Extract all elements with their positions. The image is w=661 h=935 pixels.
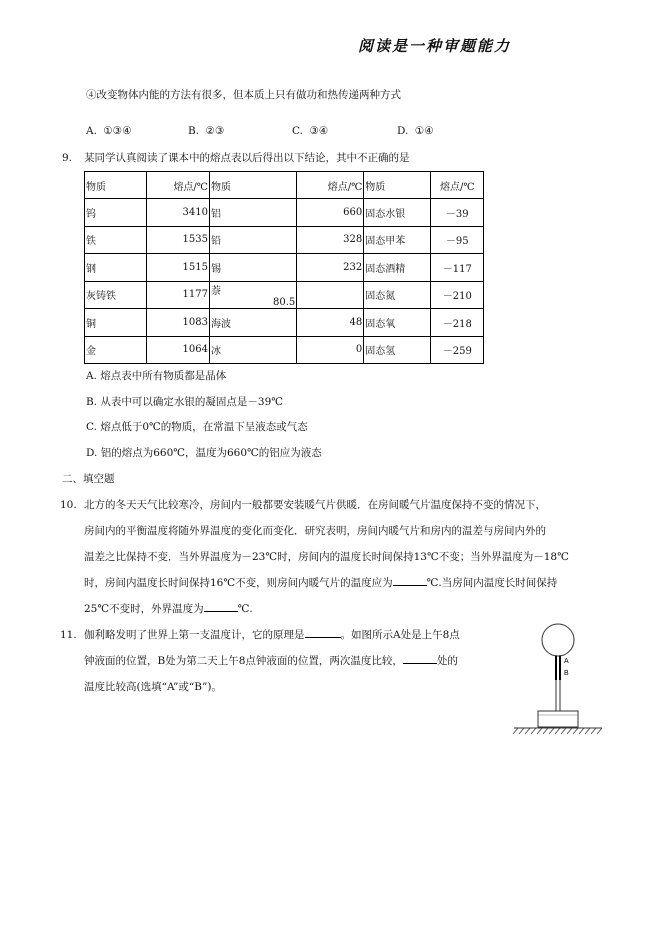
table-cell: 1083	[147, 309, 210, 337]
table-cell-value: 80.5	[273, 296, 296, 308]
table-cell: 铝	[210, 199, 297, 227]
option-text: ②③	[205, 125, 225, 137]
q10-line-4-text: 时，房间内温度长时间保持16℃不变，则房间内暖气片的温度应为	[84, 577, 393, 589]
q9-option-c: C. 熔点低于0℃的物质，在常温下呈液态或气态	[86, 421, 308, 433]
table-row	[85, 226, 484, 254]
table-cell: 48	[297, 309, 364, 337]
q9-stem: 某同学认真阅读了课本中的熔点表以后得出以下结论，其中不正确的是	[84, 152, 410, 164]
table-cell: －95	[431, 226, 484, 254]
ground-hatching	[513, 728, 602, 734]
table-cell: 海波	[210, 309, 297, 337]
q8-option-c	[292, 125, 328, 137]
q11-line-2-text: 钟液面的位置，B处为第二天上午8点钟液面的位置，两次温度比较，	[84, 655, 403, 667]
table-cell: 固态酒精	[364, 254, 431, 282]
table-cell: 固态氮	[364, 281, 431, 309]
option-letter: B.	[188, 125, 200, 137]
q10-line-3: 温差之比保持不变．当外界温度为－23℃时，房间内的温度长时间保持13℃不变；当外界温度为－18℃	[84, 551, 569, 563]
table-cell	[210, 281, 297, 309]
table-cell-text: 萘	[211, 285, 221, 297]
option-text: ③④	[309, 125, 329, 137]
q10-line-4	[84, 576, 557, 590]
table-cell: 328	[297, 226, 364, 254]
q10-line-5-tail: ℃.	[237, 603, 253, 615]
table-cell: 金	[85, 336, 147, 364]
table-cell: 1064	[147, 336, 210, 364]
answer-blank[interactable]	[403, 663, 437, 664]
answer-blank[interactable]	[204, 611, 238, 612]
q11-line-3: 温度比较高(选填“A”或“B”)。	[84, 681, 222, 693]
thermometer-bulb	[542, 624, 574, 656]
table-header-cell: 物质	[364, 172, 431, 199]
label-a: A	[564, 658, 569, 665]
melting-point-table	[84, 171, 484, 364]
option-text: ①③④	[103, 125, 132, 137]
table-cell: 1515	[147, 254, 210, 282]
table-cell: 3410	[147, 199, 210, 227]
table-row	[85, 254, 484, 282]
table-cell: 冰	[210, 336, 297, 364]
section-title: 二、填空题	[62, 473, 115, 485]
q8-option-b	[188, 125, 224, 137]
liquid-container	[538, 711, 578, 727]
table-row	[85, 199, 484, 227]
table-cell: 钢	[85, 254, 147, 282]
table-cell: 0	[297, 336, 364, 364]
table-header-row	[85, 172, 484, 199]
q11-line-2	[84, 654, 458, 668]
table-cell: 铁	[85, 226, 147, 254]
table-cell: 固态水银	[364, 199, 431, 227]
table-cell: 铜	[85, 309, 147, 337]
table-cell: 钨	[85, 199, 147, 227]
q9-number: 9.	[62, 152, 73, 164]
table-cell: 锡	[210, 254, 297, 282]
option-letter: A.	[86, 125, 97, 137]
table-cell: 固态氢	[364, 336, 431, 364]
q10-number: 10.	[60, 499, 77, 511]
table-cell: －117	[431, 254, 484, 282]
q9-option-b: B. 从表中可以确定水银的凝固点是－39℃	[86, 396, 283, 408]
label-b: B	[564, 670, 569, 677]
q11-line-1-text: 伽利略发明了世界上第一支温度计，它的原理是	[84, 629, 305, 641]
q8-option-a	[86, 125, 132, 137]
galileo-thermometer-figure	[510, 618, 605, 740]
q8-option-d	[397, 125, 434, 137]
q10-line-1: 北方的冬天天气比较寒冷，房间内一般都要安装暖气片供暖．在房间暖气片温度保持不变的情况下，	[84, 499, 546, 511]
q10-line-5-text: 25℃不变时，外界温度为	[84, 603, 204, 615]
table-row	[85, 281, 484, 309]
table-cell: 1177	[147, 281, 210, 309]
table-header-cell: 熔点/℃	[147, 172, 210, 199]
q8-statement-4: ④改变物体内能的方法有很多，但本质上只有做功和热传递两种方式	[86, 89, 401, 101]
table-header-cell: 熔点/℃	[431, 172, 484, 199]
table-header-cell: 物质	[210, 172, 297, 199]
table-cell	[297, 281, 364, 309]
table-cell: 固态氧	[364, 309, 431, 337]
q10-line-2: 房间内的平衡温度将随外界温度的变化而变化．研究表明，房间内暖气片和房内的温差与房间内外的	[84, 525, 546, 537]
option-letter: C.	[292, 125, 303, 137]
table-header-cell: 物质	[85, 172, 147, 199]
table-cell: －218	[431, 309, 484, 337]
q9-option-d: D. 铝的熔点为660℃，温度为660℃的铝应为液态	[86, 447, 322, 459]
table-cell: 1535	[147, 226, 210, 254]
q11-line-1-tail: 。如图所示A处是上午8点	[340, 629, 460, 641]
option-text: ①④	[414, 125, 434, 137]
q11-line-2-tail: 处的	[436, 655, 458, 667]
q11-line-1	[84, 628, 460, 642]
table-cell: 固态甲苯	[364, 226, 431, 254]
q9-option-a: A. 熔点表中所有物质都是晶体	[86, 370, 227, 382]
option-letter: D.	[397, 125, 409, 137]
table-cell: 铅	[210, 226, 297, 254]
q10-line-4-tail: ℃.当房间内温度长时间保持	[426, 577, 558, 589]
answer-blank[interactable]	[305, 637, 341, 638]
table-cell: －39	[431, 199, 484, 227]
table-row	[85, 336, 484, 364]
table-header-cell: 熔点/℃	[297, 172, 364, 199]
q10-line-5	[84, 602, 253, 616]
header-title: 阅读是一种审题能力	[358, 37, 512, 55]
table-row	[85, 309, 484, 337]
table-cell: －259	[431, 336, 484, 364]
table-cell: 灰铸铁	[85, 281, 147, 309]
table-cell: 232	[297, 254, 364, 282]
q11-number: 11.	[60, 629, 77, 641]
table-cell: －210	[431, 281, 484, 309]
table-cell: 660	[297, 199, 364, 227]
answer-blank[interactable]	[393, 585, 427, 586]
